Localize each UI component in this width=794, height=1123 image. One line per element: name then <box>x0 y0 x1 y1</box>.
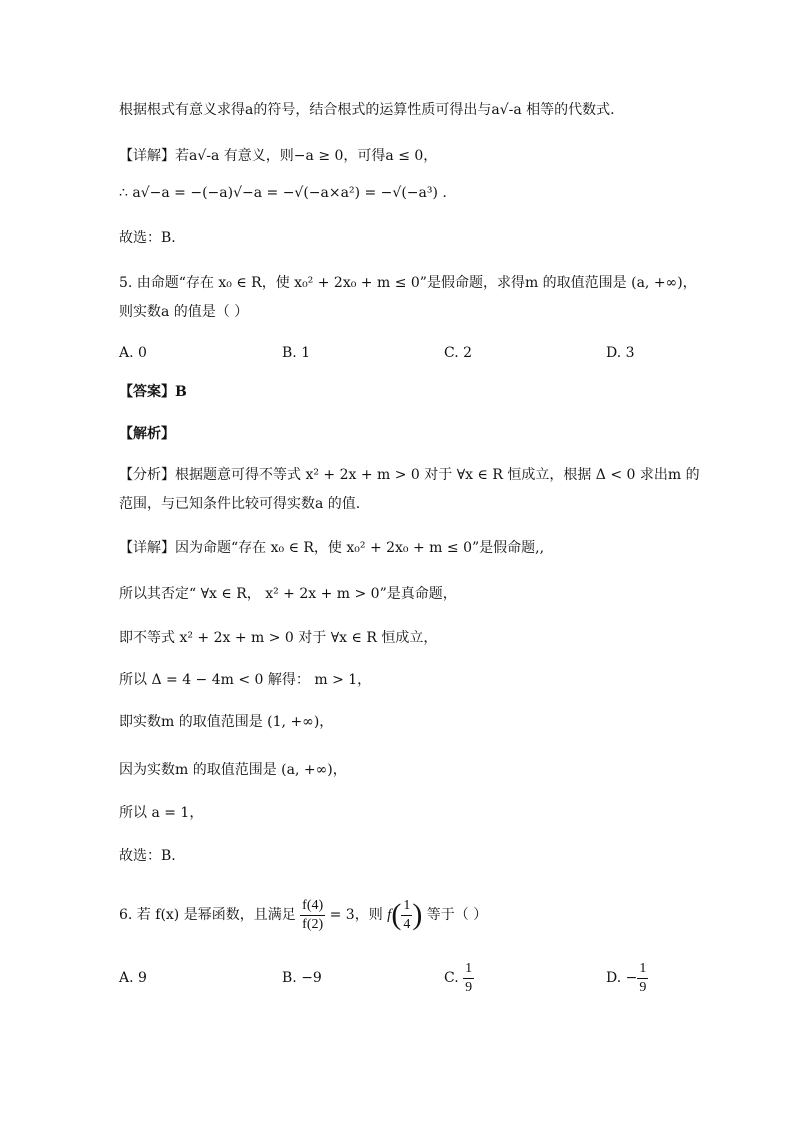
text-line: 范围，与已知条件比较可得实数a 的值. <box>119 496 361 512</box>
q6-suffix: 等于（ ） <box>426 907 488 923</box>
text-line: 因为实数m 的取值范围是 (a, +∞)， <box>119 762 347 778</box>
q6-f: f <box>387 907 392 923</box>
frac-denominator: 9 <box>639 979 647 995</box>
frac-numerator: 1 <box>401 897 412 916</box>
fraction-f4-f2 <box>300 897 325 934</box>
option-d: D. 3 <box>606 345 635 361</box>
text-line: 所以 a = 1， <box>119 805 204 821</box>
answer-label: 【答案】B <box>119 384 187 400</box>
frac-numerator: 1 <box>463 960 474 979</box>
text-line: 即实数m 的取值范围是 (1, +∞)， <box>119 714 334 730</box>
frac-numerator: f(4) <box>300 897 325 916</box>
text-line: 即不等式 x² + 2x + m > 0 对于 ∀x ∈ R 恒成立， <box>119 630 438 646</box>
right-paren: ) <box>412 898 423 931</box>
text-line: 故选：B. <box>119 848 176 864</box>
option-c: C. 2 <box>444 345 473 361</box>
option-label: C. <box>444 970 459 986</box>
q6-option-a: A. 9 <box>119 970 147 986</box>
text-line: 故选：B. <box>119 230 176 246</box>
q6-prefix: 6. 若 f(x) 是幂函数，且满足 <box>119 907 296 923</box>
text-line: 所以 Δ = 4 − 4m < 0 解得： m > 1， <box>119 672 372 688</box>
q6-mid: = 3，则 <box>329 907 383 923</box>
text-line: 所以其否定“ ∀x ∈ R， x² + 2x + m > 0”是真命题， <box>119 586 457 602</box>
question-5-cont: 则实数a 的值是（ ） <box>119 304 249 320</box>
frac-denominator: 4 <box>403 916 411 932</box>
fraction-one-quarter <box>401 897 412 934</box>
frac-numerator: 1 <box>637 960 648 979</box>
fraction-neg-one-ninth <box>637 960 648 997</box>
text-line: 【详解】因为命题“存在 x₀ ∈ R，使 x₀² + 2x₀ + m ≤ 0”是假命题,, <box>119 540 545 556</box>
question-5: 5. 由命题“存在 x₀ ∈ R，使 x₀² + 2x₀ + m ≤ 0”是假命题，求得m 的取值范围是 (a, +∞)， <box>119 275 697 291</box>
option-a: A. 0 <box>119 345 147 361</box>
q6-option-d <box>606 958 648 998</box>
analysis-label: 【解析】 <box>119 426 175 442</box>
option-b: B. 1 <box>282 345 311 361</box>
text-line: 【详解】若a√-a 有意义，则−a ≥ 0，可得a ≤ 0， <box>119 148 438 164</box>
question-6 <box>119 895 734 939</box>
option-label: D. − <box>606 970 638 986</box>
left-paren: ( <box>391 898 402 931</box>
math-line: ∴ a√−a = −(−a)√−a = −√(−a×a²) = −√(−a³) . <box>119 185 447 201</box>
text-line: 根据根式有意义求得a的符号，结合根式的运算性质可得出与a√-a 相等的代数式. <box>119 102 615 118</box>
fraction-one-ninth <box>463 960 474 997</box>
frac-denominator: f(2) <box>302 916 324 932</box>
text-line: 【分析】根据题意可得不等式 x² + 2x + m > 0 对于 ∀x ∈ R 恒成立，根据 Δ < 0 求出m 的 <box>119 467 700 483</box>
q6-option-c <box>444 958 474 998</box>
q6-option-b: B. −9 <box>282 970 322 986</box>
frac-denominator: 9 <box>465 979 473 995</box>
